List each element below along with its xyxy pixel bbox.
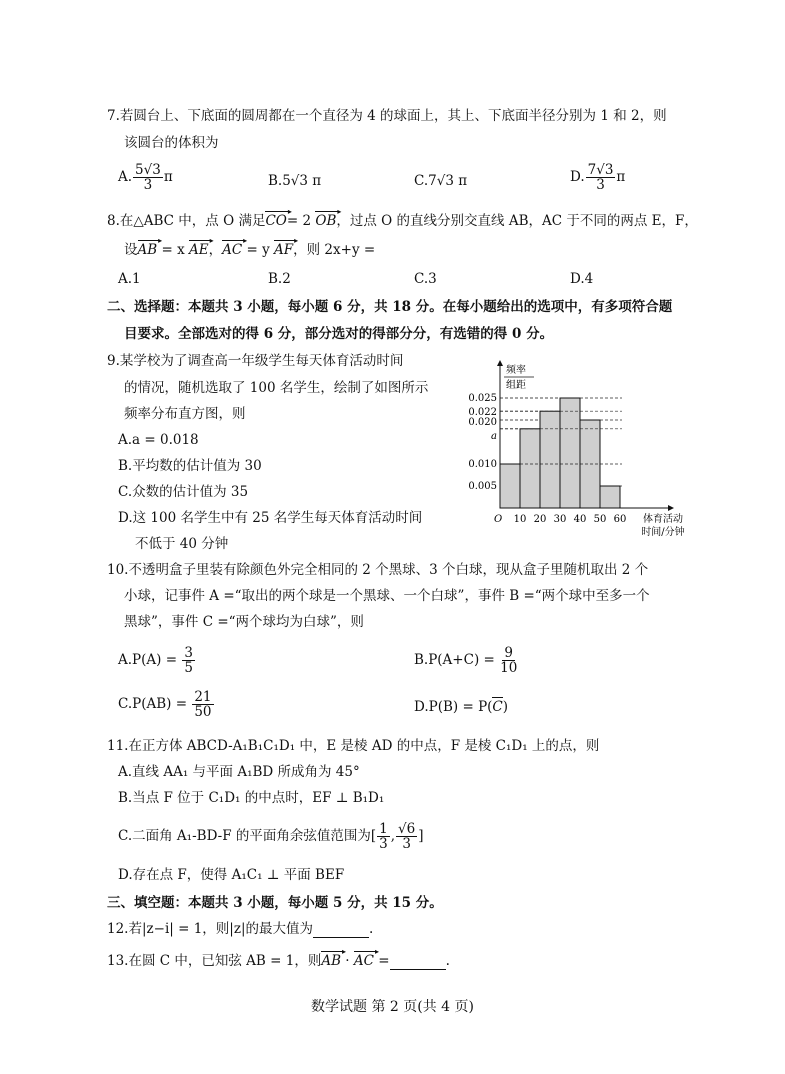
y-axis-arrow xyxy=(497,360,503,366)
q11-option-a: A.直线 AA₁ 与平面 A₁BD 所成角为 45° xyxy=(118,764,360,780)
q10-option-b: B.P(A+C) = $\frac{9}{10}$ xyxy=(414,645,518,676)
q8-stem-line2: 设AB ▸ = x AE ▸，AC ▸ = y AF ▸，则 2x+y = xyxy=(124,241,375,259)
q10-stem-line3: 黑球”，事件 C =“两个球均为白球”，则 xyxy=(124,614,364,630)
q9-option-d-line2: 不低于 40 分钟 xyxy=(135,536,229,552)
q8-option-d: D.4 xyxy=(570,271,594,287)
q9-stem-line2: 的情况，随机选取了 100 名学生，绘制了如图所示 xyxy=(124,380,429,396)
q9-option-b: B.平均数的估计值为 30 xyxy=(118,458,262,474)
q7-option-a: A. $\frac{5√3}{3}$ π xyxy=(118,162,173,193)
q9-option-d-line1: D.这 100 名学生中有 25 名学生每天体育活动时间 xyxy=(118,510,423,526)
q13-answer-blank[interactable] xyxy=(390,955,446,970)
q7-option-b: B.5√3 π xyxy=(268,173,322,189)
q12-answer-blank[interactable] xyxy=(313,923,369,938)
y-tick-label: 0.025 xyxy=(468,393,497,404)
q10-option-a: A.P(A) = $\frac{3}{5}$ xyxy=(118,645,193,676)
x-tick-label: 50 xyxy=(593,514,607,525)
q8-stem-line1: 8.在△ABC 中，点 O 满足CO ▸= 2 OB ▸，过点 O 的直线分别交直线 AB，AC 于不同的两点 E，F， xyxy=(107,212,698,230)
x-tick-label: 40 xyxy=(573,514,587,525)
q11-option-b: B.当点 F 位于 C₁D₁ 的中点时，EF ⊥ B₁D₁ xyxy=(118,790,385,806)
x-tick-label: 20 xyxy=(533,514,547,525)
q9-option-c: C.众数的估计值为 35 xyxy=(118,484,249,500)
histogram-bar xyxy=(520,429,540,508)
q12-stem: 12.若|z−i| = 1，则|z|的最大值为 . xyxy=(107,921,374,937)
frequency-histogram xyxy=(468,358,698,543)
q9-option-a: A.a = 0.018 xyxy=(118,432,199,448)
q7-stem-line1: 7.若圆台上、下底面的圆周都在一个直径为 4 的球面上，其上、下底面半径分别为 1 和 2，则 xyxy=(107,108,667,124)
section2-heading-line1: 二、选择题：本题共 3 小题，每小题 6 分，共 18 分。在每小题给出的选项中，有多项符合题 xyxy=(107,299,673,315)
q8-option-b: B.2 xyxy=(268,271,291,287)
q13-stem: 13.在圆 C 中，已知弦 AB = 1，则AB ▸ · AC ▸ = . xyxy=(107,952,450,970)
y-tick-label: 0.022 xyxy=(468,407,497,419)
x-axis-label-top: 体育活动 xyxy=(643,514,683,525)
y-tick-label: a xyxy=(491,430,497,442)
q10-option-d: D.P(B) = P(C) xyxy=(414,699,509,715)
x-tick-label: 10 xyxy=(513,514,527,525)
histogram-bar xyxy=(600,486,620,508)
q7-stem-line2: 该圆台的体积为 xyxy=(124,135,219,151)
x-axis-arrow xyxy=(668,505,674,511)
y-axis-label-bottom: 组距 xyxy=(506,380,526,391)
q11-option-d: D.存在点 F，使得 A₁C₁ ⊥ 平面 BEF xyxy=(118,867,345,883)
q8-option-c: C.3 xyxy=(414,271,437,287)
y-tick-label: 0.010 xyxy=(468,459,497,470)
q8-option-a: A.1 xyxy=(118,271,141,287)
q7-option-c: C.7√3 π xyxy=(414,173,468,189)
section3-heading: 三、填空题：本题共 3 小题，每小题 5 分，共 15 分。 xyxy=(107,895,443,911)
q9-stem-line1: 9.某学校为了调查高一年级学生每天体育活动时间 xyxy=(107,353,404,369)
y-axis-label-top: 频率 xyxy=(506,365,526,376)
x-tick-label: 60 xyxy=(613,514,627,525)
q9-stem-line3: 频率分布直方图，则 xyxy=(124,406,246,422)
y-tick-label: 0.020 xyxy=(468,417,497,428)
section2-heading-line2: 目要求。全部选对的得 6 分，部分选对的得部分分，有选错的得 0 分。 xyxy=(124,326,554,342)
q10-stem-line2: 小球，记事件 A =“取出的两个球是一个黑球、一个白球”，事件 B =“两个球中至多一个 xyxy=(124,588,650,604)
histogram-bar xyxy=(560,398,580,508)
histogram-bar xyxy=(540,411,560,508)
q10-stem-line1: 10.不透明盒子里装有除颜色外完全相同的 2 个黑球、3 个白球，现从盒子里随机取出 2 个 xyxy=(107,562,649,578)
histogram-bar xyxy=(500,464,520,508)
x-tick-label: 30 xyxy=(553,514,567,525)
q7-option-d: D. $\frac{7√3}{3}$ π xyxy=(570,162,626,193)
q11-option-c: C.二面角 A₁-BD-F 的平面角余弦值范围为[ $\frac{1}{3}$ , $\frac{√6}{3}$ ] xyxy=(118,821,424,852)
origin-label: O xyxy=(494,514,503,525)
page-footer: 数学试题 第 2 页(共 4 页) xyxy=(311,999,474,1015)
x-axis-label-bottom: 时间/分钟 xyxy=(641,527,685,538)
q11-stem: 11.在正方体 ABCD-A₁B₁C₁D₁ 中，E 是棱 AD 的中点，F 是棱 C₁D₁ 上的点，则 xyxy=(107,738,600,754)
q10-option-c: C.P(AB) = $\frac{21}{50}$ xyxy=(118,689,212,720)
y-tick-label: 0.005 xyxy=(468,481,497,492)
